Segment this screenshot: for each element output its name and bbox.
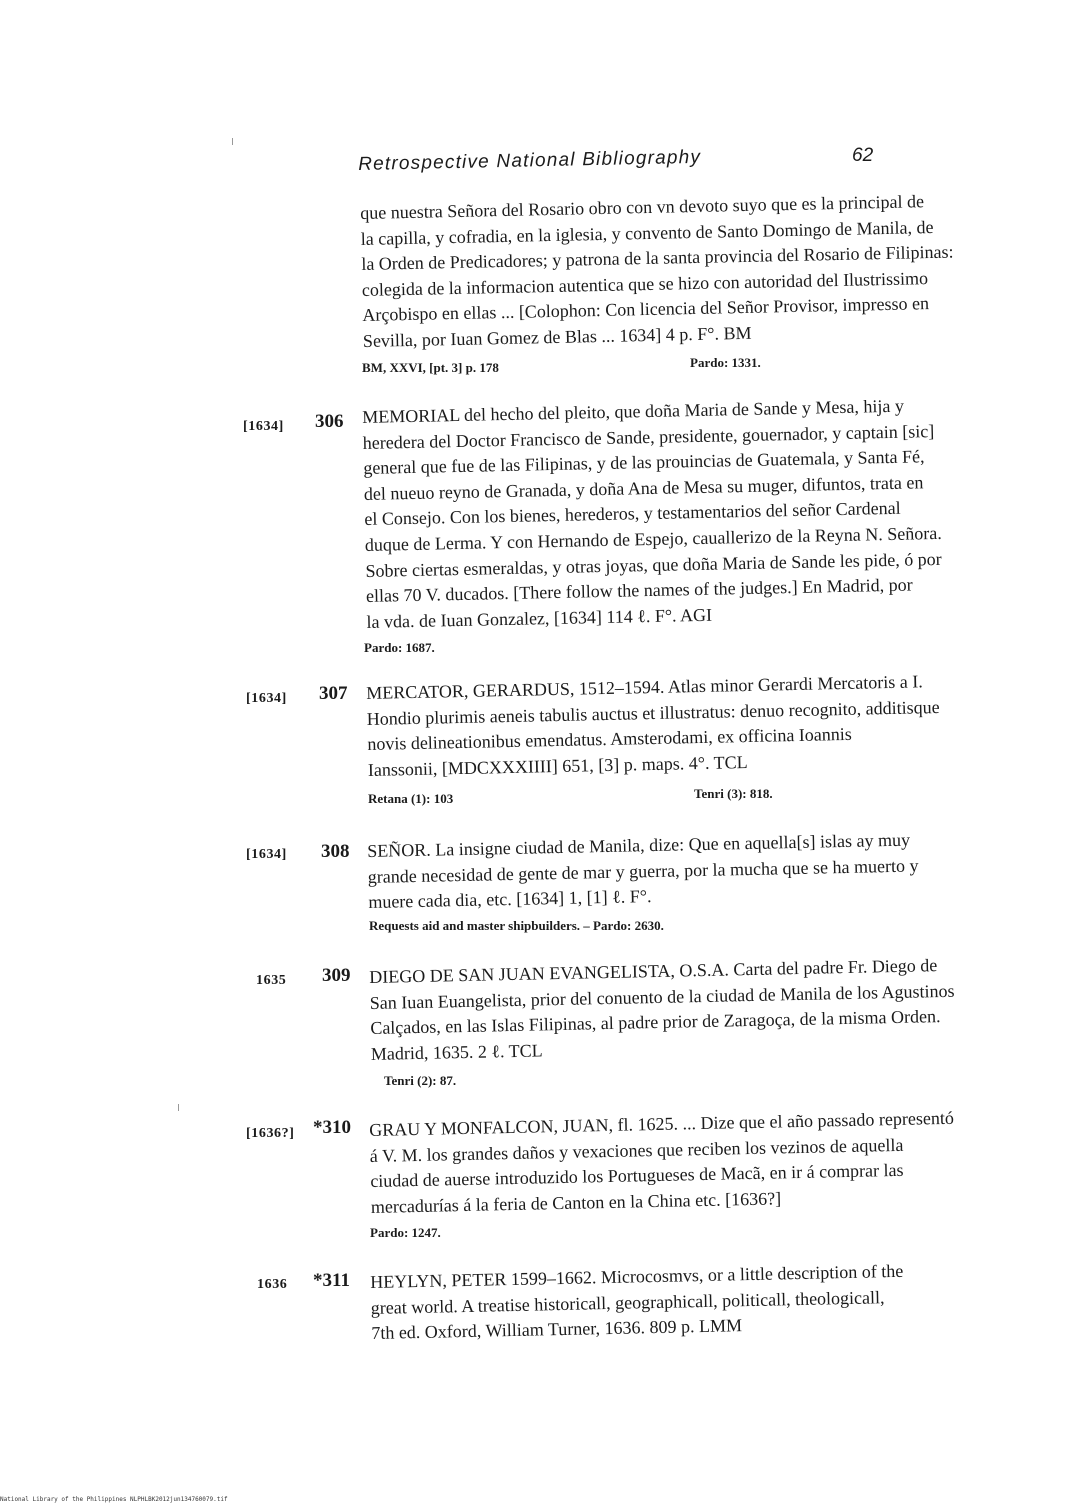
entry-year: [1636?] bbox=[246, 1126, 295, 1141]
citation-note: Pardo: 1247. bbox=[370, 1225, 441, 1240]
running-header-title: Retrospective National Bibliography bbox=[358, 146, 702, 175]
citation-note: Pardo: 1687. bbox=[364, 640, 435, 655]
scan-mark bbox=[232, 138, 233, 145]
text-line: Sevilla, por Iuan Gomez de Blas ... 1634] 4 p. F°. BM bbox=[362, 322, 752, 351]
text-line: HEYLYN, PETER 1599–1662. Microcosmvs, or a little description of the bbox=[370, 1260, 904, 1292]
citation-note: Requests aid and master shipbuilders. – Pardo: 2630. bbox=[369, 918, 664, 933]
text-line: ciudad de auerse introduzido los Portugueses de Macã, en ir á comprar las bbox=[370, 1160, 904, 1192]
text-line: Sobre ciertas esmeraldas, y otras joyas, que doña Maria de Sande les pide, ó por bbox=[365, 548, 942, 581]
page-number: 62 bbox=[852, 145, 874, 166]
citation-note: Tenri (3): 818. bbox=[694, 786, 773, 801]
text-line: heredera del Doctor Francisco de Sande, presidente, gouernador, y captain [sic] bbox=[362, 420, 935, 453]
citation-note: Pardo: 1331. bbox=[690, 355, 761, 370]
entry-text bbox=[362, 391, 1017, 635]
entry-number: 308 bbox=[321, 841, 350, 862]
text-line: la vda. de Iuan Gonzalez, [1634] 114 ℓ. F°. AGI bbox=[366, 604, 713, 632]
entry-year: 1636 bbox=[257, 1277, 288, 1292]
entry-text bbox=[370, 1256, 1021, 1346]
text-line: 7th ed. Oxford, William Turner, 1636. 809 p. LMM bbox=[371, 1315, 743, 1344]
scan-mark bbox=[178, 1104, 179, 1111]
citation-note: Tenri (2): 87. bbox=[384, 1073, 457, 1088]
text-line: novis delineationibus emendatus. Amsterodami, ex officina Ioannis bbox=[367, 724, 853, 755]
text-line: MERCATOR, GERARDUS, 1512–1594. Atlas minor Gerardi Mercatoris a I. bbox=[366, 671, 923, 703]
entry-number: *310 bbox=[313, 1117, 351, 1138]
text-line: duque de Lerma. Y con Hernando de Espejo, cauallerizo de la Reyna N. Señora. bbox=[364, 522, 942, 555]
entry-year: 1635 bbox=[256, 973, 287, 988]
continuation-paragraph bbox=[360, 188, 1003, 355]
text-line: great world. A treatise historicall, geographicall, politicall, theologicall, bbox=[370, 1286, 885, 1318]
entry-text bbox=[369, 1104, 1021, 1220]
text-line: general que fue de las Filipinas, y de las prouincias de Guatemala, y Santa Fé, bbox=[363, 446, 925, 479]
text-line: GRAU Y MONFALCON, JUAN, fl. 1625. ... Dize que el año passado representó bbox=[369, 1107, 955, 1140]
text-line: á V. M. los grandes daños y vexaciones que reciben los vezinos de aquella bbox=[369, 1134, 904, 1166]
entry-text bbox=[369, 951, 1021, 1067]
entry-year: [1634] bbox=[243, 419, 284, 434]
entry-year: [1634] bbox=[246, 691, 287, 706]
text-line: Hondio plurimis aeneis tabulis auctus et illustratus: denuo recognito, additisque bbox=[366, 696, 940, 729]
text-line: MEMORIAL del hecho del pleito, que doña Maria de Sande y Mesa, hija y bbox=[362, 395, 905, 427]
citation-note: Retana (1): 103 bbox=[368, 791, 454, 806]
entry-number: 309 bbox=[322, 965, 351, 986]
text-line: del nueuo reyno de Granada, y doña Ana de Mesa su muger, difuntos, trata en bbox=[363, 472, 924, 504]
entry-number: *311 bbox=[313, 1270, 350, 1291]
text-line: muere cada dia, etc. [1634] 1, [1] ℓ. F°. bbox=[368, 886, 652, 913]
scan-footer: National Library of the Philippines NLPHLBK2012jun134760079.tif bbox=[0, 1496, 228, 1503]
entry-year: [1634] bbox=[246, 847, 287, 862]
text-line: San Iuan Euangelista, prior del conuento de la ciudad de Manila de los Agustinos bbox=[369, 980, 955, 1013]
text-line: Ianssonii, [MDCXXXIIII] 651, [3] p. maps. 4°. TCL bbox=[367, 751, 748, 780]
entry-text bbox=[367, 825, 1018, 915]
text-line: que nuestra Señora del Rosario obro con vn devoto suyo que es la principal de bbox=[360, 191, 925, 223]
text-line: la Orden de Predicadores; y patrona de la santa provincia del Rosario de Filipinas: bbox=[361, 241, 954, 275]
text-line: DIEGO DE SAN JUAN EVANGELISTA, O.S.A. Carta del padre Fr. Diego de bbox=[369, 955, 938, 987]
text-line: grande necesidad de gente de mar y guerra, por la mucha que se ha muerto y bbox=[367, 855, 919, 887]
text-line: Madrid, 1635. 2 ℓ. TCL bbox=[370, 1040, 543, 1064]
text-line: SEÑOR. La insigne ciudad de Manila, dize: Que en aquella[s] islas ay muy bbox=[367, 829, 911, 861]
entry-text bbox=[366, 667, 1018, 783]
text-line: la capilla, y cofradia, en la iglesia, y convento de Santo Domingo de Manila, de bbox=[360, 216, 934, 249]
text-line: ellas 70 V. ducados. [There follow the names of the judges.] En Madrid, por bbox=[365, 574, 913, 607]
entry-number: 306 bbox=[315, 411, 344, 432]
entry-number: 307 bbox=[319, 683, 348, 704]
text-line: el Consejo. Con los bienes, herederos, y testamentarios del señor Cardenal bbox=[364, 498, 901, 530]
text-line: mercadurías á la feria de Canton en la China etc. [1636?] bbox=[370, 1188, 782, 1217]
citation-note: BM, XXVI, [pt. 3] p. 178 bbox=[362, 360, 499, 375]
text-line: Calçados, en las Islas Filipinas, al padre prior de Zaragoça, de la misma Orden. bbox=[370, 1006, 941, 1039]
text-line: Arçobispo en ellas ... [Colophon: Con licencia del Señor Provisor, impresso en bbox=[362, 293, 930, 326]
text-line: colegida de la informacion autentica que se hizo con autoridad del Ilustrissimo bbox=[361, 267, 929, 300]
